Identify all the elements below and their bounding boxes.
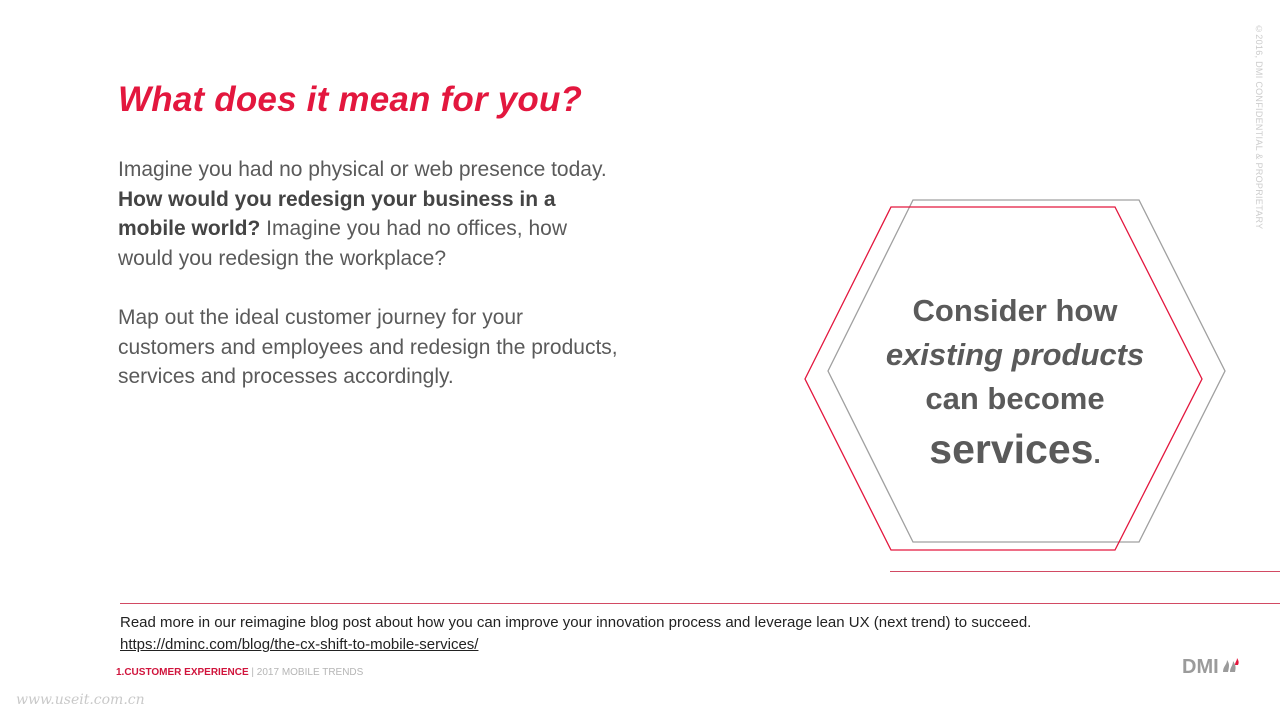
section-name: 1.CUSTOMER EXPERIENCE — [116, 667, 249, 678]
watermark: www.useit.com.cn — [16, 692, 145, 708]
intro-bold-question: How would you redesign your business in a mobile world? — [118, 187, 556, 240]
section-subtitle: 2017 MOBILE TRENDS — [256, 667, 364, 678]
callout-period: . — [1093, 439, 1101, 469]
section-separator: | — [251, 667, 255, 678]
footer-note-text: Read more in our reimagine blog post about how you can improve your innovation process and leverage lean UX (next trend) to succeed. — [120, 614, 1032, 631]
callout-line-3: can become — [925, 381, 1105, 416]
logo-text: DMI — [1182, 656, 1219, 678]
intro-text-start: Imagine you had no physical or web presence today. — [118, 158, 607, 181]
intro-paragraph — [118, 155, 618, 273]
intro-text-end: Imagine you had no offices, how would you redesign the workplace? — [118, 217, 567, 270]
section-label — [116, 667, 363, 678]
callout-line-4 — [870, 421, 1160, 482]
callout-text — [870, 289, 1160, 482]
footer-note — [120, 612, 1031, 656]
divider-short — [890, 571, 1280, 572]
callout-line-2: existing products — [885, 337, 1145, 372]
dmi-logo — [1182, 656, 1240, 679]
callout-services-word: services — [929, 426, 1094, 472]
divider-long — [120, 603, 1280, 604]
blog-post-link[interactable]: https://dminc.com/blog/the-cx-shift-to-mobile-services/ — [120, 636, 479, 653]
confidential-note: ©2016, DMI CONFIDENTIAL & PROPRIETARY — [1254, 24, 1264, 230]
journey-paragraph: Map out the ideal customer journey for your customers and employees and redesign the products, services and processes accordingly. — [118, 306, 618, 388]
dmi-flame-icon — [1220, 656, 1240, 676]
slide-title: What does it mean for you? — [118, 80, 583, 119]
hexagon-callout — [800, 195, 1230, 555]
callout-line-1: Consider how — [912, 293, 1118, 328]
